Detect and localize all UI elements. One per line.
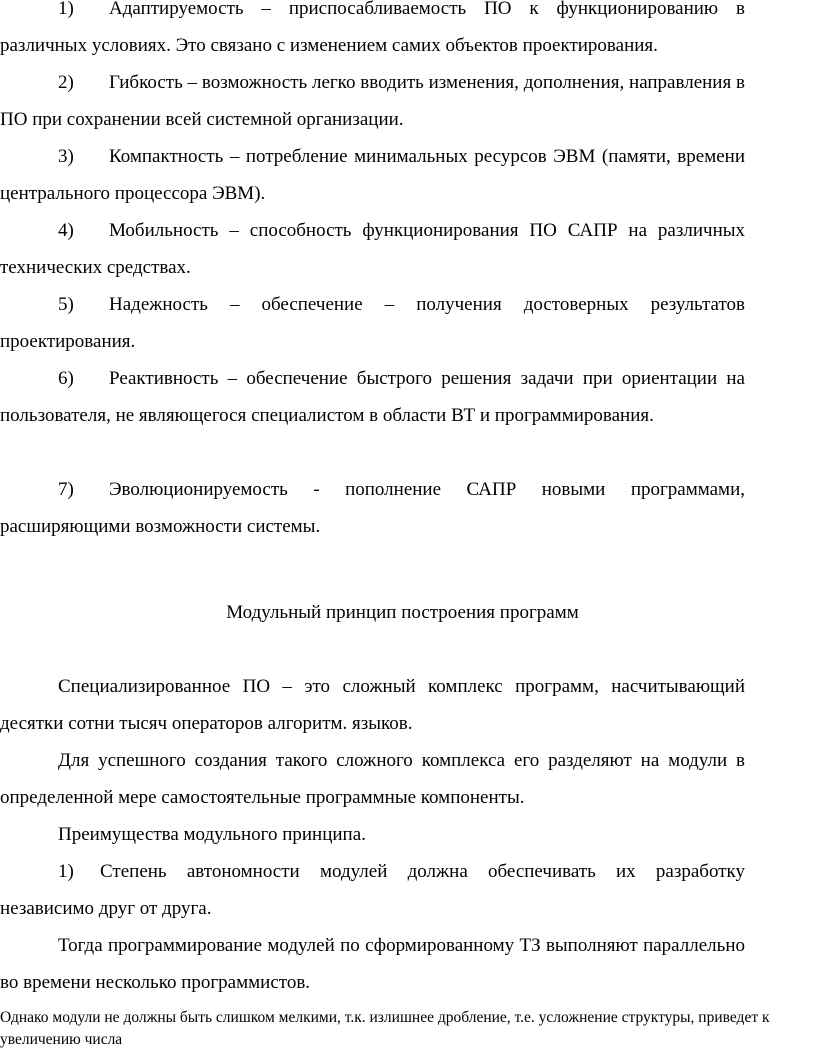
list-item-text: Мобильность – способность функционирования ПО САПР на различных технических средствах. [0, 220, 745, 278]
list-item-number: 1) [58, 861, 74, 882]
paragraph: Для успешного создания такого сложного комплекса его разделяют на модули в определенной мере самостоятельные программные компоненты. [0, 750, 745, 808]
list-item [0, 360, 745, 434]
footnote-text: Однако модули не должны быть слишком мелкими, т.к. излишнее дробление, т.е. усложнение структуры, приведет к увеличению числа [0, 1009, 770, 1048]
paragraph: Специализированное ПО – это сложный комплекс программ, насчитывающий десятки сотни тысяч операторов алгоритм. языков. [0, 676, 745, 734]
list-item-text: Гибкость – возможность легко вводить изменения, дополнения, направления в ПО при сохранении всей системной организации. [0, 72, 745, 130]
list-item-text: Надежность – обеспечение – получения достоверных результатов проектирования. [0, 294, 745, 352]
list-item-number: 5) [58, 294, 74, 315]
list-item [0, 138, 745, 212]
paragraph: Тогда программирование модулей по сформированному ТЗ выполняют параллельно во времени несколько программистов. [0, 935, 745, 993]
list-item-text: Адаптируемость – приспосабливаемость ПО к функционированию в различных условиях. Это связано с изменением самих объектов проектирования. [0, 0, 745, 56]
list-item-number: 7) [58, 479, 74, 500]
list-item [0, 0, 745, 64]
list-item-text: Компактность – потребление минимальных ресурсов ЭВМ (памяти, времени центрального процессора ЭВМ). [0, 146, 745, 204]
list-item-text: Эволюционируемость - пополнение САПР новыми программами, расширяющими возможности системы. [0, 479, 745, 537]
list-item-text: Реактивность – обеспечение быстрого решения задачи при ориентации на пользователя, не являющегося специалистом в области ВТ и программирования. [0, 368, 745, 426]
list-item-number: 1) [58, 0, 74, 19]
paragraph: Преимущества модульного принципа. [58, 824, 366, 845]
list-item [0, 64, 745, 138]
list-item-text: Степень автономности модулей должна обеспечивать их разработку независимо друг от друга. [0, 861, 745, 919]
list-item-number: 6) [58, 368, 74, 389]
list-item [0, 471, 745, 545]
list-item [0, 212, 745, 286]
list-item [0, 286, 745, 360]
section-heading: Модульный принцип построения программ [226, 602, 579, 623]
list-item-number: 3) [58, 146, 74, 167]
list-item-number: 2) [58, 72, 74, 93]
list-item-number: 4) [58, 220, 74, 241]
list-item [0, 853, 745, 927]
